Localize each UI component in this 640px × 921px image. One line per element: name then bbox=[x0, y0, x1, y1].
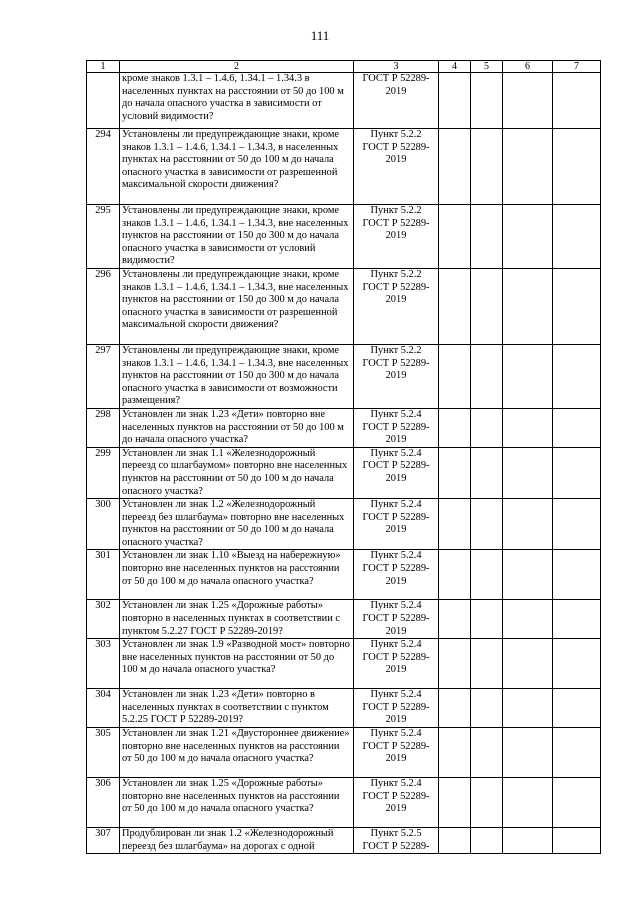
column-header: 3 bbox=[354, 61, 439, 73]
answer-cell-col-6[interactable] bbox=[503, 73, 553, 129]
question-text: Продублирован ли знак 1.2 «Железнодорожный переезд без шлагбаума» на дорогах с одной bbox=[120, 828, 354, 854]
answer-cell-col-7[interactable] bbox=[553, 447, 601, 498]
answer-cell-col-5[interactable] bbox=[471, 639, 503, 689]
row-number: 302 bbox=[87, 600, 120, 639]
answer-cell-col-5[interactable] bbox=[471, 73, 503, 129]
row-number: 303 bbox=[87, 639, 120, 689]
answer-cell-col-6[interactable] bbox=[503, 689, 553, 728]
answer-cell-col-5[interactable] bbox=[471, 499, 503, 550]
answer-cell-col-6[interactable] bbox=[503, 344, 553, 408]
answer-cell-col-5[interactable] bbox=[471, 828, 503, 854]
answer-cell-col-5[interactable] bbox=[471, 344, 503, 408]
column-header: 2 bbox=[120, 61, 354, 73]
answer-cell-col-7[interactable] bbox=[553, 828, 601, 854]
question-text: Установлен ли знак 1.25 «Дорожные работы» повторно вне населенных пунктов на расстоянии от 50 до 100 м до начала опасного участка? bbox=[120, 778, 354, 828]
answer-cell-col-4[interactable] bbox=[439, 408, 471, 447]
row-number: 299 bbox=[87, 447, 120, 498]
question-text: Установлен ли знак 1.9 «Разводной мост» повторно вне населенных пунктов на расстоянии от 50 до 100 м до начала опасного участка? bbox=[120, 639, 354, 689]
row-number bbox=[87, 73, 120, 129]
standard-reference: Пункт 5.2.2 ГОСТ Р 52289-2019 bbox=[354, 129, 439, 205]
table-row bbox=[87, 639, 601, 689]
answer-cell-col-7[interactable] bbox=[553, 344, 601, 408]
standard-reference: Пункт 5.2.4 ГОСТ Р 52289-2019 bbox=[354, 639, 439, 689]
answer-cell-col-4[interactable] bbox=[439, 499, 471, 550]
header-row bbox=[87, 61, 601, 73]
answer-cell-col-4[interactable] bbox=[439, 550, 471, 600]
answer-cell-col-7[interactable] bbox=[553, 600, 601, 639]
answer-cell-col-5[interactable] bbox=[471, 268, 503, 344]
answer-cell-col-5[interactable] bbox=[471, 728, 503, 778]
answer-cell-col-4[interactable] bbox=[439, 344, 471, 408]
table-row bbox=[87, 778, 601, 828]
row-number: 307 bbox=[87, 828, 120, 854]
standard-reference: Пункт 5.2.5 ГОСТ Р 52289- bbox=[354, 828, 439, 854]
column-header: 5 bbox=[471, 61, 503, 73]
standard-reference: Пункт 5.2.4 ГОСТ Р 52289-2019 bbox=[354, 550, 439, 600]
answer-cell-col-4[interactable] bbox=[439, 778, 471, 828]
standard-reference: Пункт 5.2.4 ГОСТ Р 52289-2019 bbox=[354, 600, 439, 639]
answer-cell-col-5[interactable] bbox=[471, 408, 503, 447]
table-row bbox=[87, 268, 601, 344]
table-row bbox=[87, 600, 601, 639]
answer-cell-col-7[interactable] bbox=[553, 73, 601, 129]
table-row bbox=[87, 205, 601, 269]
answer-cell-col-7[interactable] bbox=[553, 689, 601, 728]
table-row bbox=[87, 73, 601, 129]
standard-reference: Пункт 5.2.4 ГОСТ Р 52289-2019 bbox=[354, 689, 439, 728]
answer-cell-col-5[interactable] bbox=[471, 600, 503, 639]
row-number: 294 bbox=[87, 129, 120, 205]
table-row bbox=[87, 408, 601, 447]
answer-cell-col-6[interactable] bbox=[503, 268, 553, 344]
question-text: Установлен ли знак 1.23 «Дети» повторно в населенных пунктах в соответствии с пунктом 5.2.25 ГОСТ Р 52289-2019? bbox=[120, 689, 354, 728]
answer-cell-col-4[interactable] bbox=[439, 600, 471, 639]
answer-cell-col-7[interactable] bbox=[553, 550, 601, 600]
standard-reference: Пункт 5.2.2 ГОСТ Р 52289-2019 bbox=[354, 268, 439, 344]
answer-cell-col-6[interactable] bbox=[503, 408, 553, 447]
answer-cell-col-4[interactable] bbox=[439, 205, 471, 269]
checklist-table bbox=[86, 60, 601, 854]
answer-cell-col-6[interactable] bbox=[503, 205, 553, 269]
answer-cell-col-6[interactable] bbox=[503, 447, 553, 498]
question-text: кроме знаков 1.3.1 – 1.4.6, 1.34.1 – 1.34.3 в населенных пунктах на расстоянии от 50 до 100 м до начала опасного участка в зависимости от условий видимости? bbox=[120, 73, 354, 129]
answer-cell-col-5[interactable] bbox=[471, 778, 503, 828]
answer-cell-col-6[interactable] bbox=[503, 778, 553, 828]
row-number: 297 bbox=[87, 344, 120, 408]
question-text: Установлены ли предупреждающие знаки, кроме знаков 1.3.1 – 1.4.6, 1.34.1 – 1.34.3, вне населенных пунктов на расстоянии от 150 до 300 м до начала опасного участка в зависимости от разрешенной максимальной скорости движения? bbox=[120, 268, 354, 344]
question-text: Установлен ли знак 1.10 «Выезд на набережную» повторно вне населенных пунктов на расстоянии от 50 до 100 м до начала опасного участка? bbox=[120, 550, 354, 600]
standard-reference: Пункт 5.2.2 ГОСТ Р 52289-2019 bbox=[354, 344, 439, 408]
answer-cell-col-7[interactable] bbox=[553, 728, 601, 778]
standard-reference: Пункт 5.2.4 ГОСТ Р 52289-2019 bbox=[354, 778, 439, 828]
answer-cell-col-4[interactable] bbox=[439, 73, 471, 129]
row-number: 295 bbox=[87, 205, 120, 269]
standard-reference: Пункт 5.2.4 ГОСТ Р 52289-2019 bbox=[354, 499, 439, 550]
answer-cell-col-7[interactable] bbox=[553, 129, 601, 205]
answer-cell-col-4[interactable] bbox=[439, 268, 471, 344]
answer-cell-col-6[interactable] bbox=[503, 499, 553, 550]
answer-cell-col-7[interactable] bbox=[553, 408, 601, 447]
table-row bbox=[87, 828, 601, 854]
answer-cell-col-5[interactable] bbox=[471, 550, 503, 600]
answer-cell-col-6[interactable] bbox=[503, 828, 553, 854]
row-number: 301 bbox=[87, 550, 120, 600]
question-text: Установлен ли знак 1.1 «Железнодорожный переезд со шлагбаумом» повторно вне населенных пунктов на расстоянии от 50 до 100 м до начала опасного участка? bbox=[120, 447, 354, 498]
answer-cell-col-7[interactable] bbox=[553, 268, 601, 344]
answer-cell-col-4[interactable] bbox=[439, 129, 471, 205]
answer-cell-col-5[interactable] bbox=[471, 689, 503, 728]
question-text: Установлены ли предупреждающие знаки, кроме знаков 1.3.1 – 1.4.6, 1.34.1 – 1.34.3, вне населенных пунктов на расстоянии от 150 до 300 м до начала опасного участка в зависимости от условий видимости? bbox=[120, 205, 354, 269]
row-number: 300 bbox=[87, 499, 120, 550]
page-number: 111 bbox=[310, 28, 330, 43]
standard-reference: Пункт 5.2.2 ГОСТ Р 52289-2019 bbox=[354, 205, 439, 269]
column-header: 1 bbox=[87, 61, 120, 73]
answer-cell-col-4[interactable] bbox=[439, 447, 471, 498]
table-row bbox=[87, 728, 601, 778]
question-text: Установлен ли знак 1.23 «Дети» повторно вне населенных пунктов на расстоянии от 50 до 100 м до начала опасного участка? bbox=[120, 408, 354, 447]
question-text: Установлен ли знак 1.2 «Железнодорожный переезд без шлагбаума» повторно вне населенных пунктов на расстоянии от 50 до 100 м до начала опасного участка? bbox=[120, 499, 354, 550]
column-header: 6 bbox=[503, 61, 553, 73]
answer-cell-col-7[interactable] bbox=[553, 639, 601, 689]
answer-cell-col-4[interactable] bbox=[439, 689, 471, 728]
answer-cell-col-4[interactable] bbox=[439, 828, 471, 854]
answer-cell-col-6[interactable] bbox=[503, 600, 553, 639]
answer-cell-col-6[interactable] bbox=[503, 129, 553, 205]
standard-reference: ГОСТ Р 52289-2019 bbox=[354, 73, 439, 129]
standard-reference: Пункт 5.2.4 ГОСТ Р 52289-2019 bbox=[354, 447, 439, 498]
row-number: 304 bbox=[87, 689, 120, 728]
answer-cell-col-7[interactable] bbox=[553, 499, 601, 550]
table-row bbox=[87, 447, 601, 498]
standard-reference: Пункт 5.2.4 ГОСТ Р 52289-2019 bbox=[354, 408, 439, 447]
answer-cell-col-6[interactable] bbox=[503, 639, 553, 689]
answer-cell-col-6[interactable] bbox=[503, 728, 553, 778]
question-text: Установлен ли знак 1.21 «Двустороннее движение» повторно вне населенных пунктов на расстоянии от 50 до 100 м до начала опасного участка? bbox=[120, 728, 354, 778]
row-number: 306 bbox=[87, 778, 120, 828]
column-header: 7 bbox=[553, 61, 601, 73]
answer-cell-col-4[interactable] bbox=[439, 728, 471, 778]
table-row bbox=[87, 499, 601, 550]
answer-cell-col-6[interactable] bbox=[503, 550, 553, 600]
answer-cell-col-5[interactable] bbox=[471, 447, 503, 498]
answer-cell-col-7[interactable] bbox=[553, 778, 601, 828]
table-row bbox=[87, 550, 601, 600]
table-row bbox=[87, 689, 601, 728]
answer-cell-col-7[interactable] bbox=[553, 205, 601, 269]
row-number: 298 bbox=[87, 408, 120, 447]
table-row bbox=[87, 344, 601, 408]
row-number: 305 bbox=[87, 728, 120, 778]
question-text: Установлен ли знак 1.25 «Дорожные работы» повторно в населенных пунктах в соответствии с пунктом 5.2.27 ГОСТ Р 52289-2019? bbox=[120, 600, 354, 639]
answer-cell-col-5[interactable] bbox=[471, 129, 503, 205]
standard-reference: Пункт 5.2.4 ГОСТ Р 52289-2019 bbox=[354, 728, 439, 778]
table-body bbox=[87, 73, 601, 854]
row-number: 296 bbox=[87, 268, 120, 344]
question-text: Установлены ли предупреждающие знаки, кроме знаков 1.3.1 – 1.4.6, 1.34.1 – 1.34.3, вне населенных пунктов на расстоянии от 150 до 300 м до начала опасного участка в зависимости от возможности размещения? bbox=[120, 344, 354, 408]
answer-cell-col-4[interactable] bbox=[439, 639, 471, 689]
column-header: 4 bbox=[439, 61, 471, 73]
table-row bbox=[87, 129, 601, 205]
answer-cell-col-5[interactable] bbox=[471, 205, 503, 269]
question-text: Установлены ли предупреждающие знаки, кроме знаков 1.3.1 – 1.4.6, 1.34.1 – 1.34.3, в населенных пунктах на расстоянии от 50 до 100 м до начала опасного участка в зависимости от разрешенной максимальной скорости движения? bbox=[120, 129, 354, 205]
